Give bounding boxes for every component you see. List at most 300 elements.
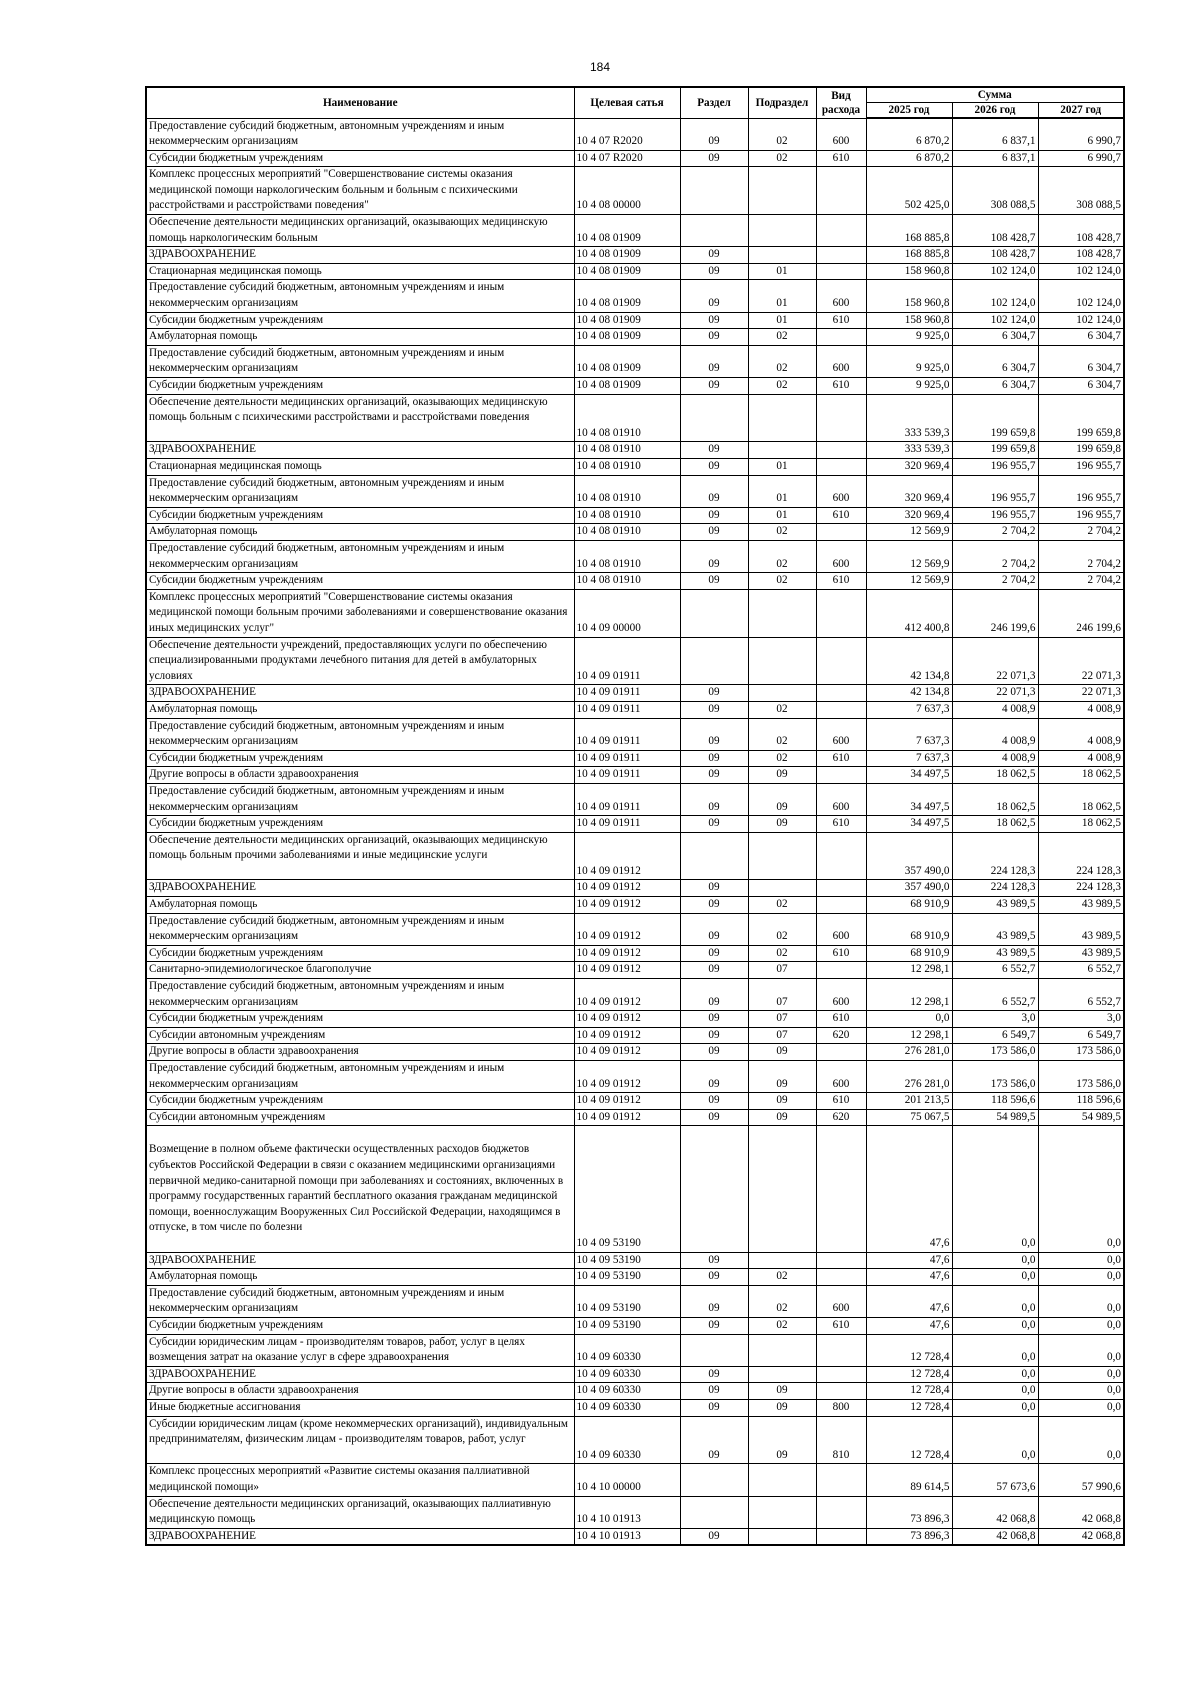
table-row	[146, 1366, 1124, 1383]
row-amount-2025: 75 067,5	[866, 1109, 952, 1126]
row-subsection: 02	[748, 540, 816, 572]
table-row	[146, 345, 1124, 377]
row-section	[680, 832, 748, 880]
row-amount-2026: 18 062,5	[952, 816, 1038, 833]
row-section: 09	[680, 329, 748, 346]
row-name: Другие вопросы в области здравоохранения	[146, 1044, 574, 1061]
row-target-code: 10 4 09 01912	[574, 1011, 680, 1028]
row-name: Субсидии бюджетным учреждениям	[146, 750, 574, 767]
row-target-code: 10 4 09 60330	[574, 1416, 680, 1464]
row-amount-2026: 42 068,8	[952, 1496, 1038, 1528]
row-name: Предоставление субсидий бюджетным, автономным учреждениям и иным некоммерческим организациям	[146, 979, 574, 1011]
row-amount-2025: 47,6	[866, 1269, 952, 1286]
row-name: ЗДРАВООХРАНЕНИЕ	[146, 880, 574, 897]
row-expense-type	[816, 1252, 866, 1269]
row-amount-2027: 0,0	[1038, 1126, 1124, 1252]
row-amount-2026: 4 008,9	[952, 701, 1038, 718]
row-amount-2025: 73 896,3	[866, 1496, 952, 1528]
row-target-code: 10 4 08 01910	[574, 459, 680, 476]
row-name: Другие вопросы в области здравоохранения	[146, 1383, 574, 1400]
row-name: Предоставление субсидий бюджетным, автономным учреждениям и иным некоммерческим организациям	[146, 280, 574, 312]
row-subsection: 01	[748, 459, 816, 476]
row-section: 09	[680, 1109, 748, 1126]
row-name: Предоставление субсидий бюджетным, автономным учреждениям и иным некоммерческим организациям	[146, 475, 574, 507]
row-section: 09	[680, 945, 748, 962]
row-expense-type: 600	[816, 345, 866, 377]
row-expense-type: 610	[816, 312, 866, 329]
row-expense-type: 620	[816, 1027, 866, 1044]
row-section: 09	[680, 459, 748, 476]
header-section: Раздел	[680, 87, 748, 118]
row-subsection: 02	[748, 913, 816, 945]
header-subsection: Подраздел	[748, 87, 816, 118]
row-subsection: 09	[748, 1399, 816, 1416]
row-amount-2025: 168 885,8	[866, 215, 952, 247]
row-target-code: 10 4 09 53190	[574, 1269, 680, 1286]
row-amount-2026: 3,0	[952, 1011, 1038, 1028]
row-expense-type: 600	[816, 280, 866, 312]
row-amount-2027: 6 552,7	[1038, 962, 1124, 979]
row-amount-2026: 2 704,2	[952, 540, 1038, 572]
row-subsection: 07	[748, 1011, 816, 1028]
row-amount-2027: 3,0	[1038, 1011, 1124, 1028]
row-amount-2026: 0,0	[952, 1366, 1038, 1383]
row-name: Обеспечение деятельности медицинских организаций, оказывающих медицинскую помощь больным прочими заболеваниями и иные медицинские услуги	[146, 832, 574, 880]
row-subsection: 02	[748, 1317, 816, 1334]
row-subsection: 02	[748, 118, 816, 150]
row-amount-2027: 0,0	[1038, 1252, 1124, 1269]
row-name: Обеспечение деятельности учреждений, предоставляющих услуги по обеспечению специализированными продуктами лечебного питания для детей в амбулаторных условиях	[146, 637, 574, 685]
row-section: 09	[680, 1383, 748, 1400]
row-amount-2026: 173 586,0	[952, 1044, 1038, 1061]
row-amount-2026: 118 596,6	[952, 1093, 1038, 1110]
row-amount-2026: 2 704,2	[952, 573, 1038, 590]
row-subsection	[748, 1126, 816, 1252]
row-section: 09	[680, 979, 748, 1011]
row-amount-2026: 199 659,8	[952, 394, 1038, 442]
row-expense-type	[816, 459, 866, 476]
row-amount-2025: 12 728,4	[866, 1334, 952, 1366]
header-name: Наименование	[146, 87, 574, 118]
table-row	[146, 394, 1124, 442]
page-number: 184	[589, 60, 611, 74]
row-expense-type: 600	[816, 1285, 866, 1317]
row-expense-type	[816, 1464, 866, 1496]
row-amount-2025: 12 298,1	[866, 979, 952, 1011]
table-row	[146, 750, 1124, 767]
row-section: 09	[680, 1011, 748, 1028]
row-subsection	[748, 880, 816, 897]
row-amount-2027: 173 586,0	[1038, 1044, 1124, 1061]
row-name: Субсидии бюджетным учреждениям	[146, 573, 574, 590]
table-row	[146, 263, 1124, 280]
row-name: Амбулаторная помощь	[146, 701, 574, 718]
row-expense-type	[816, 1383, 866, 1400]
row-expense-type	[816, 1334, 866, 1366]
table-row	[146, 1285, 1124, 1317]
row-subsection	[748, 394, 816, 442]
row-target-code: 10 4 07 R2020	[574, 150, 680, 167]
row-subsection	[748, 637, 816, 685]
row-target-code: 10 4 09 01912	[574, 832, 680, 880]
row-subsection: 09	[748, 1109, 816, 1126]
row-subsection	[748, 1252, 816, 1269]
row-amount-2025: 7 637,3	[866, 701, 952, 718]
row-section: 09	[680, 1366, 748, 1383]
row-section	[680, 167, 748, 215]
row-amount-2027: 173 586,0	[1038, 1061, 1124, 1093]
row-amount-2027: 0,0	[1038, 1285, 1124, 1317]
row-amount-2026: 43 989,5	[952, 945, 1038, 962]
row-target-code: 10 4 09 01912	[574, 1109, 680, 1126]
row-expense-type	[816, 1528, 866, 1545]
row-target-code: 10 4 09 01911	[574, 783, 680, 815]
row-amount-2026: 199 659,8	[952, 442, 1038, 459]
row-amount-2027: 0,0	[1038, 1416, 1124, 1464]
row-subsection	[748, 832, 816, 880]
row-subsection: 07	[748, 979, 816, 1011]
table-row	[146, 1061, 1124, 1093]
row-name: Предоставление субсидий бюджетным, автономным учреждениям и иным некоммерческим организациям	[146, 783, 574, 815]
row-section	[680, 1126, 748, 1252]
row-amount-2027: 6 304,7	[1038, 378, 1124, 395]
row-section	[680, 1464, 748, 1496]
row-amount-2027: 6 990,7	[1038, 150, 1124, 167]
row-target-code: 10 4 09 01911	[574, 637, 680, 685]
row-expense-type	[816, 215, 866, 247]
row-amount-2027: 246 199,6	[1038, 589, 1124, 637]
row-amount-2025: 34 497,5	[866, 816, 952, 833]
row-target-code: 10 4 08 01909	[574, 312, 680, 329]
row-name: Субсидии бюджетным учреждениям	[146, 816, 574, 833]
row-amount-2026: 6 837,1	[952, 118, 1038, 150]
row-subsection: 02	[748, 897, 816, 914]
row-section: 09	[680, 442, 748, 459]
row-amount-2026: 0,0	[952, 1416, 1038, 1464]
row-name: Субсидии бюджетным учреждениям	[146, 945, 574, 962]
row-expense-type	[816, 880, 866, 897]
row-target-code: 10 4 09 01911	[574, 701, 680, 718]
table-row	[146, 459, 1124, 476]
row-section: 09	[680, 263, 748, 280]
row-section: 09	[680, 880, 748, 897]
row-amount-2026: 6 304,7	[952, 378, 1038, 395]
row-subsection: 02	[748, 345, 816, 377]
row-amount-2026: 173 586,0	[952, 1061, 1038, 1093]
row-amount-2026: 0,0	[952, 1252, 1038, 1269]
row-subsection	[748, 685, 816, 702]
row-target-code: 10 4 08 01910	[574, 524, 680, 541]
row-amount-2027: 6 304,7	[1038, 345, 1124, 377]
row-name: ЗДРАВООХРАНЕНИЕ	[146, 1366, 574, 1383]
row-amount-2027: 224 128,3	[1038, 880, 1124, 897]
row-name: Субсидии юридическим лицам - производителям товаров, работ, услуг в целях возмещения затрат на оказание услуг в сфере здравоохранения	[146, 1334, 574, 1366]
row-target-code: 10 4 09 53190	[574, 1252, 680, 1269]
row-target-code: 10 4 09 01911	[574, 685, 680, 702]
row-subsection: 01	[748, 312, 816, 329]
row-section: 09	[680, 1416, 748, 1464]
row-amount-2026: 6 549,7	[952, 1027, 1038, 1044]
row-amount-2025: 320 969,4	[866, 507, 952, 524]
table-row	[146, 685, 1124, 702]
row-amount-2027: 4 008,9	[1038, 718, 1124, 750]
row-section: 09	[680, 1027, 748, 1044]
row-expense-type	[816, 1044, 866, 1061]
row-subsection: 02	[748, 150, 816, 167]
row-amount-2025: 7 637,3	[866, 718, 952, 750]
row-name: Предоставление субсидий бюджетным, автономным учреждениям и иным некоммерческим организациям	[146, 1061, 574, 1093]
row-target-code: 10 4 08 01910	[574, 475, 680, 507]
row-name: Амбулаторная помощь	[146, 897, 574, 914]
row-expense-type: 610	[816, 378, 866, 395]
row-expense-type: 610	[816, 750, 866, 767]
row-name: Субсидии автономным учреждениям	[146, 1027, 574, 1044]
row-section: 09	[680, 1269, 748, 1286]
row-amount-2027: 6 549,7	[1038, 1027, 1124, 1044]
row-name: ЗДРАВООХРАНЕНИЕ	[146, 685, 574, 702]
table-row	[146, 1528, 1124, 1545]
row-amount-2025: 158 960,8	[866, 312, 952, 329]
row-expense-type	[816, 263, 866, 280]
row-subsection: 09	[748, 1383, 816, 1400]
row-name: Другие вопросы в области здравоохранения	[146, 767, 574, 784]
table-row	[146, 637, 1124, 685]
row-target-code: 10 4 09 60330	[574, 1334, 680, 1366]
row-amount-2027: 18 062,5	[1038, 816, 1124, 833]
budget-table	[145, 86, 1125, 1546]
row-amount-2025: 201 213,5	[866, 1093, 952, 1110]
table-row	[146, 1334, 1124, 1366]
table-row	[146, 1399, 1124, 1416]
table-row	[146, 945, 1124, 962]
row-subsection: 02	[748, 945, 816, 962]
row-section: 09	[680, 767, 748, 784]
row-target-code: 10 4 09 01912	[574, 880, 680, 897]
row-amount-2027: 0,0	[1038, 1269, 1124, 1286]
row-amount-2026: 102 124,0	[952, 280, 1038, 312]
row-section: 09	[680, 247, 748, 264]
row-target-code: 10 4 09 60330	[574, 1366, 680, 1383]
table-row	[146, 897, 1124, 914]
row-section: 09	[680, 962, 748, 979]
row-subsection	[748, 1366, 816, 1383]
row-amount-2027: 43 989,5	[1038, 897, 1124, 914]
table-row	[146, 767, 1124, 784]
row-expense-type	[816, 962, 866, 979]
row-target-code: 10 4 08 01909	[574, 247, 680, 264]
table-row	[146, 167, 1124, 215]
table-row	[146, 1126, 1124, 1252]
header-2025: 2025 год	[866, 103, 952, 119]
row-amount-2025: 12 298,1	[866, 1027, 952, 1044]
row-amount-2027: 196 955,7	[1038, 475, 1124, 507]
row-amount-2026: 224 128,3	[952, 880, 1038, 897]
row-expense-type	[816, 832, 866, 880]
row-target-code: 10 4 09 01912	[574, 1093, 680, 1110]
row-subsection: 02	[748, 524, 816, 541]
row-subsection: 02	[748, 750, 816, 767]
table-row	[146, 1044, 1124, 1061]
row-amount-2025: 12 569,9	[866, 573, 952, 590]
row-section: 09	[680, 378, 748, 395]
row-expense-type	[816, 329, 866, 346]
table-row	[146, 378, 1124, 395]
row-amount-2025: 276 281,0	[866, 1061, 952, 1093]
row-target-code: 10 4 09 00000	[574, 589, 680, 637]
row-amount-2025: 357 490,0	[866, 880, 952, 897]
row-amount-2025: 9 925,0	[866, 329, 952, 346]
row-amount-2025: 0,0	[866, 1011, 952, 1028]
row-section: 09	[680, 475, 748, 507]
row-subsection: 02	[748, 1269, 816, 1286]
row-target-code: 10 4 09 01912	[574, 979, 680, 1011]
row-amount-2026: 102 124,0	[952, 312, 1038, 329]
row-amount-2025: 9 925,0	[866, 378, 952, 395]
row-section: 09	[680, 524, 748, 541]
row-subsection: 09	[748, 767, 816, 784]
row-target-code: 10 4 09 01912	[574, 913, 680, 945]
table-row	[146, 1252, 1124, 1269]
row-subsection: 09	[748, 1093, 816, 1110]
row-expense-type: 800	[816, 1399, 866, 1416]
row-subsection: 09	[748, 1044, 816, 1061]
header-expense-type: Вид расхода	[816, 87, 866, 118]
row-amount-2025: 68 910,9	[866, 897, 952, 914]
row-expense-type	[816, 1366, 866, 1383]
row-amount-2027: 4 008,9	[1038, 701, 1124, 718]
row-expense-type	[816, 897, 866, 914]
row-name: Амбулаторная помощь	[146, 329, 574, 346]
row-name: Субсидии бюджетным учреждениям	[146, 1093, 574, 1110]
row-expense-type: 610	[816, 945, 866, 962]
row-name: Предоставление субсидий бюджетным, автономным учреждениям и иным некоммерческим организациям	[146, 118, 574, 150]
row-amount-2025: 276 281,0	[866, 1044, 952, 1061]
row-section: 09	[680, 816, 748, 833]
row-amount-2026: 6 304,7	[952, 345, 1038, 377]
row-amount-2025: 47,6	[866, 1285, 952, 1317]
row-section: 09	[680, 1285, 748, 1317]
row-name: Комплекс процессных мероприятий «Развитие системы оказания паллиативной медицинской помощи»	[146, 1464, 574, 1496]
row-amount-2027: 2 704,2	[1038, 524, 1124, 541]
row-amount-2025: 320 969,4	[866, 459, 952, 476]
row-amount-2026: 0,0	[952, 1126, 1038, 1252]
row-section	[680, 589, 748, 637]
table-row	[146, 215, 1124, 247]
row-amount-2026: 0,0	[952, 1334, 1038, 1366]
row-amount-2025: 89 614,5	[866, 1464, 952, 1496]
row-subsection	[748, 589, 816, 637]
row-subsection: 02	[748, 1285, 816, 1317]
row-amount-2027: 54 989,5	[1038, 1109, 1124, 1126]
row-amount-2025: 412 400,8	[866, 589, 952, 637]
row-expense-type: 620	[816, 1109, 866, 1126]
row-section: 09	[680, 312, 748, 329]
row-section: 09	[680, 1093, 748, 1110]
row-amount-2025: 68 910,9	[866, 945, 952, 962]
row-expense-type: 600	[816, 718, 866, 750]
row-amount-2025: 42 134,8	[866, 637, 952, 685]
row-amount-2027: 43 989,5	[1038, 945, 1124, 962]
row-amount-2026: 246 199,6	[952, 589, 1038, 637]
row-amount-2025: 73 896,3	[866, 1528, 952, 1545]
row-target-code: 10 4 09 01911	[574, 816, 680, 833]
row-amount-2025: 12 728,4	[866, 1416, 952, 1464]
row-amount-2026: 0,0	[952, 1399, 1038, 1416]
row-expense-type: 610	[816, 1093, 866, 1110]
table-row	[146, 150, 1124, 167]
row-section: 09	[680, 783, 748, 815]
row-subsection: 01	[748, 280, 816, 312]
row-amount-2026: 18 062,5	[952, 767, 1038, 784]
row-amount-2027: 6 990,7	[1038, 118, 1124, 150]
row-expense-type	[816, 1496, 866, 1528]
row-amount-2026: 196 955,7	[952, 475, 1038, 507]
row-section: 09	[680, 118, 748, 150]
row-amount-2027: 43 989,5	[1038, 913, 1124, 945]
row-amount-2026: 4 008,9	[952, 718, 1038, 750]
row-amount-2026: 108 428,7	[952, 247, 1038, 264]
row-target-code: 10 4 09 53190	[574, 1317, 680, 1334]
row-amount-2025: 168 885,8	[866, 247, 952, 264]
row-section: 09	[680, 573, 748, 590]
row-target-code: 10 4 08 00000	[574, 167, 680, 215]
row-section: 09	[680, 540, 748, 572]
row-amount-2027: 102 124,0	[1038, 263, 1124, 280]
row-section: 09	[680, 1528, 748, 1545]
row-amount-2025: 12 569,9	[866, 524, 952, 541]
row-amount-2026: 43 989,5	[952, 913, 1038, 945]
row-expense-type: 600	[816, 540, 866, 572]
row-amount-2027: 57 990,6	[1038, 1464, 1124, 1496]
table-row	[146, 312, 1124, 329]
row-name: Комплекс процессных мероприятий "Совершенствование системы оказания медицинской помощи больным прочими заболеваниями и совершенствование оказания иных медицинских услуг"	[146, 589, 574, 637]
row-target-code: 10 4 09 01912	[574, 1027, 680, 1044]
row-section: 09	[680, 685, 748, 702]
table-row	[146, 718, 1124, 750]
row-subsection: 02	[748, 329, 816, 346]
row-expense-type: 600	[816, 475, 866, 507]
header-sum: Сумма	[866, 87, 1124, 103]
row-name: Предоставление субсидий бюджетным, автономным учреждениям и иным некоммерческим организациям	[146, 913, 574, 945]
row-subsection: 09	[748, 783, 816, 815]
row-amount-2027: 196 955,7	[1038, 507, 1124, 524]
row-target-code: 10 4 08 01910	[574, 540, 680, 572]
row-amount-2026: 0,0	[952, 1383, 1038, 1400]
row-section: 09	[680, 507, 748, 524]
table-row	[146, 280, 1124, 312]
row-amount-2025: 357 490,0	[866, 832, 952, 880]
row-name: ЗДРАВООХРАНЕНИЕ	[146, 247, 574, 264]
table-row	[146, 913, 1124, 945]
row-target-code: 10 4 08 01909	[574, 263, 680, 280]
row-amount-2025: 12 569,9	[866, 540, 952, 572]
row-subsection: 09	[748, 816, 816, 833]
row-name: Субсидии бюджетным учреждениям	[146, 312, 574, 329]
row-amount-2026: 22 071,3	[952, 685, 1038, 702]
row-amount-2025: 333 539,3	[866, 394, 952, 442]
table-row	[146, 1496, 1124, 1528]
row-expense-type	[816, 637, 866, 685]
row-amount-2025: 12 728,4	[866, 1366, 952, 1383]
table-row	[146, 329, 1124, 346]
row-section: 09	[680, 718, 748, 750]
table-row	[146, 701, 1124, 718]
row-amount-2027: 18 062,5	[1038, 767, 1124, 784]
row-section: 09	[680, 913, 748, 945]
row-section: 09	[680, 1317, 748, 1334]
row-amount-2027: 0,0	[1038, 1383, 1124, 1400]
row-amount-2026: 18 062,5	[952, 783, 1038, 815]
